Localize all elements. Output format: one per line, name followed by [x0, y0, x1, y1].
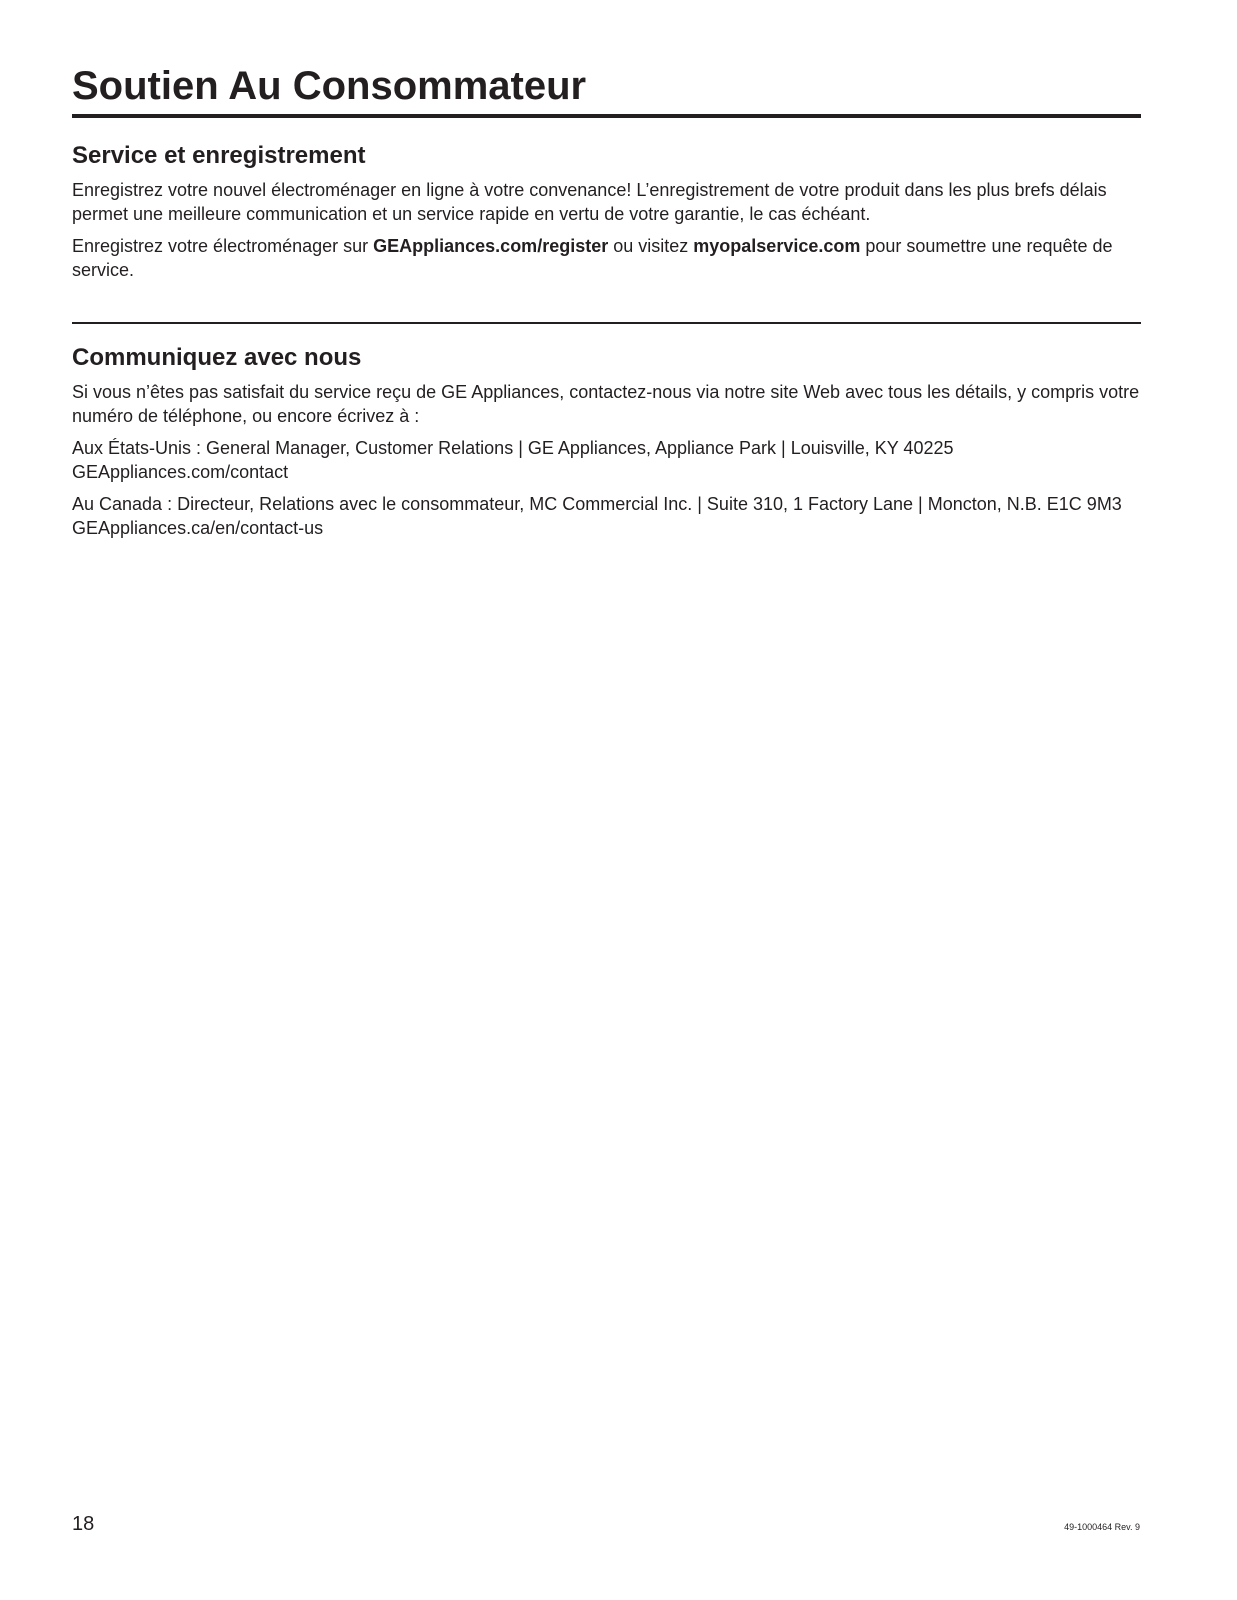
opal-service-link[interactable]: myopalservice.com [693, 236, 861, 256]
us-address: Aux États-Unis : General Manager, Customer Relations | GE Appliances, Appliance Park | Louisville, KY 40225 [72, 438, 954, 458]
page-number: 18 [72, 1513, 95, 1535]
page-title: Soutien Au Consommateur [72, 64, 587, 108]
canada-contact-paragraph [72, 492, 1141, 540]
canada-address: Au Canada : Directeur, Relations avec le consommateur, MC Commercial Inc. | Suite 310, 1 Factory Lane | Moncton, N.B. E1C 9M3 [72, 494, 1122, 514]
us-contact-paragraph [72, 436, 1141, 484]
service-registration-section [72, 140, 1141, 290]
section-divider [72, 322, 1141, 324]
service-paragraph: Enregistrez votre nouvel électroménager en ligne à votre convenance! L’enregistrement de votre produit dans les plus brefs délais permet une meilleure communication et un service rapide en vertu de votre garantie, le cas échéant. [72, 180, 1107, 224]
register-link[interactable]: GEAppliances.com/register [373, 236, 609, 256]
service-heading: Service et enregistrement [72, 142, 366, 169]
register-text-mid: ou visitez [608, 236, 694, 256]
document-code: 49-1000464 Rev. 9 [1064, 1522, 1140, 1532]
register-text-post: pour soumettre une requête de service. [72, 236, 1113, 280]
contact-section [72, 342, 1141, 548]
contact-intro-paragraph: Si vous n’êtes pas satisfait du service reçu de GE Appliances, contactez-nous via notre site Web avec tous les détails, y compris votre numéro de téléphone, ou encore écrivez à : [72, 382, 1140, 426]
canada-contact-link[interactable]: GEAppliances.ca/en/contact-us [72, 518, 324, 538]
contact-heading: Communiquez avec nous [72, 344, 362, 371]
title-divider [72, 114, 1141, 118]
register-paragraph [72, 234, 1141, 282]
us-contact-link[interactable]: GEAppliances.com/contact [72, 462, 289, 482]
register-text-pre: Enregistrez votre électroménager sur [72, 236, 374, 256]
